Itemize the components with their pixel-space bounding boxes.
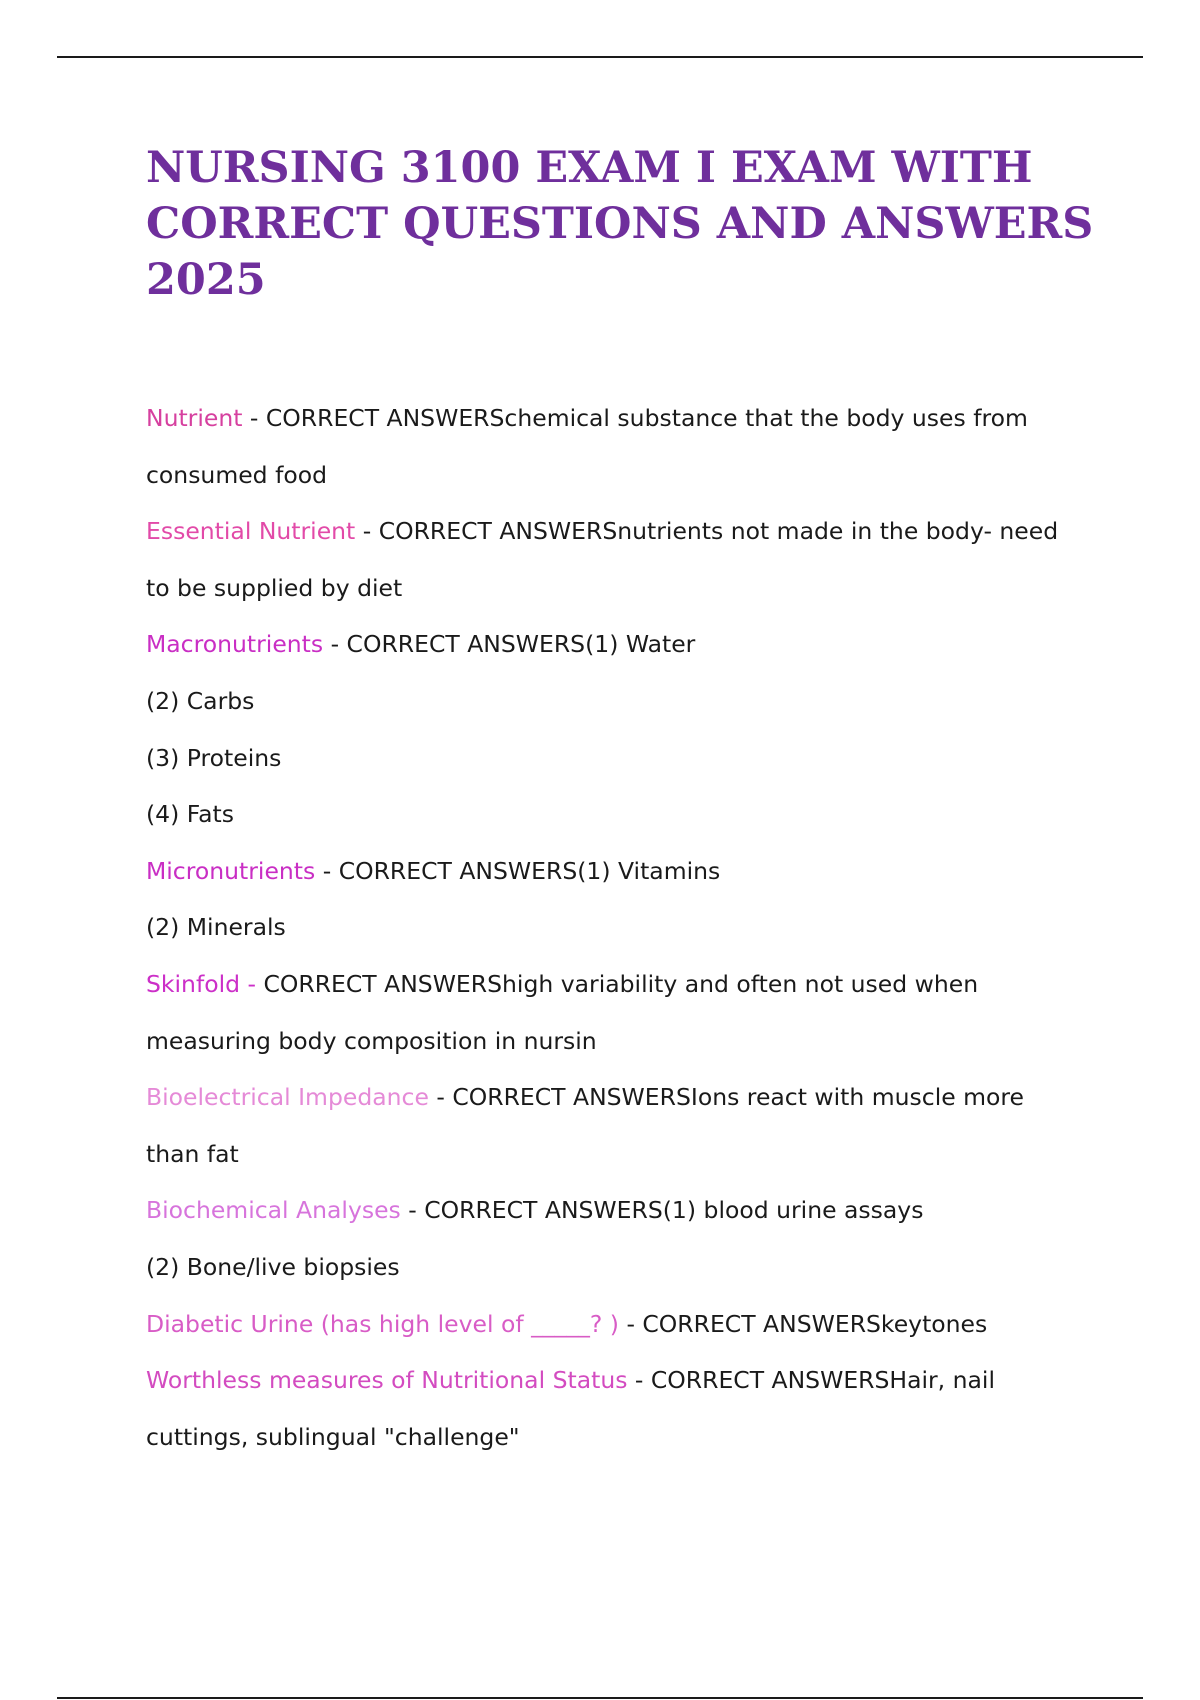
bottom-rule [57, 1697, 1143, 1699]
term-separator: - [428, 1083, 453, 1112]
term-separator: - [315, 856, 339, 885]
qa-first-line [146, 956, 1096, 1013]
answer-text: CORRECT ANSWERS(1) Water [346, 630, 696, 659]
answer-continuation-line: consumed food [146, 460, 328, 489]
qa-item [146, 503, 1096, 616]
answer-continuation-line: (3) Proteins [146, 743, 282, 772]
term-separator: - [323, 630, 347, 659]
question-term: Skinfold - [146, 969, 256, 998]
term-separator: - [242, 404, 266, 432]
question-term: Diabetic Urine (has high level of _____? ) [146, 1309, 619, 1338]
qa-item [146, 956, 1096, 1069]
answer-text: CORRECT ANSWERS(1) Vitamins [338, 856, 721, 885]
qa-first-line [146, 1182, 1096, 1239]
answer-text: CORRECT ANSWERS(1) blood urine assays [424, 1196, 924, 1225]
answer-continuation-line: than fat [146, 1139, 239, 1168]
answer-text: CORRECT ANSWERSchemical substance that the body uses from [265, 404, 1028, 432]
answer-continuation-line: (2) Bone/live biopsies [146, 1252, 400, 1281]
question-term: Essential Nutrient [146, 517, 356, 546]
question-term: Nutrient [146, 404, 243, 432]
answer-text: CORRECT ANSWERSnutrients not made in the body- need [378, 517, 1059, 546]
question-term: Biochemical Analyses [146, 1196, 401, 1225]
qa-item [146, 1069, 1096, 1182]
qa-first-line [146, 390, 1096, 447]
qa-item [146, 390, 1096, 503]
answer-continuation-line: cuttings, sublingual "challenge" [146, 1422, 520, 1451]
answer-continuation-line: (2) Minerals [146, 913, 286, 942]
answer-text: CORRECT ANSWERSHair, nail [650, 1366, 995, 1395]
answer-text: CORRECT ANSWERSIons react with muscle more [452, 1083, 1025, 1112]
term-separator: - [618, 1309, 643, 1338]
document-title: NURSING 3100 EXAM I EXAM WITH CORRECT QUESTIONS AND ANSWERS 2025 [146, 143, 1094, 305]
term-separator: - [400, 1196, 425, 1225]
answer-continuation-line: (4) Fats [146, 800, 234, 829]
answer-text: CORRECT ANSWERShigh variability and often not used when [263, 969, 979, 998]
qa-list [146, 390, 1096, 1465]
qa-first-line [146, 616, 1096, 673]
answer-continuation-line: (2) Carbs [146, 686, 255, 715]
qa-item [146, 1296, 1096, 1353]
answer-text: CORRECT ANSWERSkeytones [642, 1309, 988, 1338]
term-separator: - [627, 1366, 651, 1395]
qa-item [146, 616, 1096, 842]
question-term: Bioelectrical Impedance [146, 1083, 429, 1112]
qa-first-line [146, 503, 1096, 560]
document-page [146, 140, 1096, 1451]
answer-continuation-line: to be supplied by diet [146, 573, 403, 602]
qa-item [146, 843, 1096, 956]
question-term: Worthless measures of Nutritional Status [146, 1366, 628, 1395]
top-rule [57, 56, 1143, 58]
question-term: Micronutrients [146, 856, 316, 885]
qa-first-line [146, 1352, 1096, 1409]
qa-item [146, 1352, 1096, 1465]
qa-first-line [146, 1296, 1096, 1353]
question-term: Macronutrients [146, 630, 324, 659]
answer-continuation-line: measuring body composition in nursin [146, 1026, 597, 1055]
qa-item [146, 1182, 1096, 1295]
qa-first-line [146, 1069, 1096, 1126]
qa-first-line [146, 843, 1096, 900]
term-separator: - [355, 517, 379, 546]
